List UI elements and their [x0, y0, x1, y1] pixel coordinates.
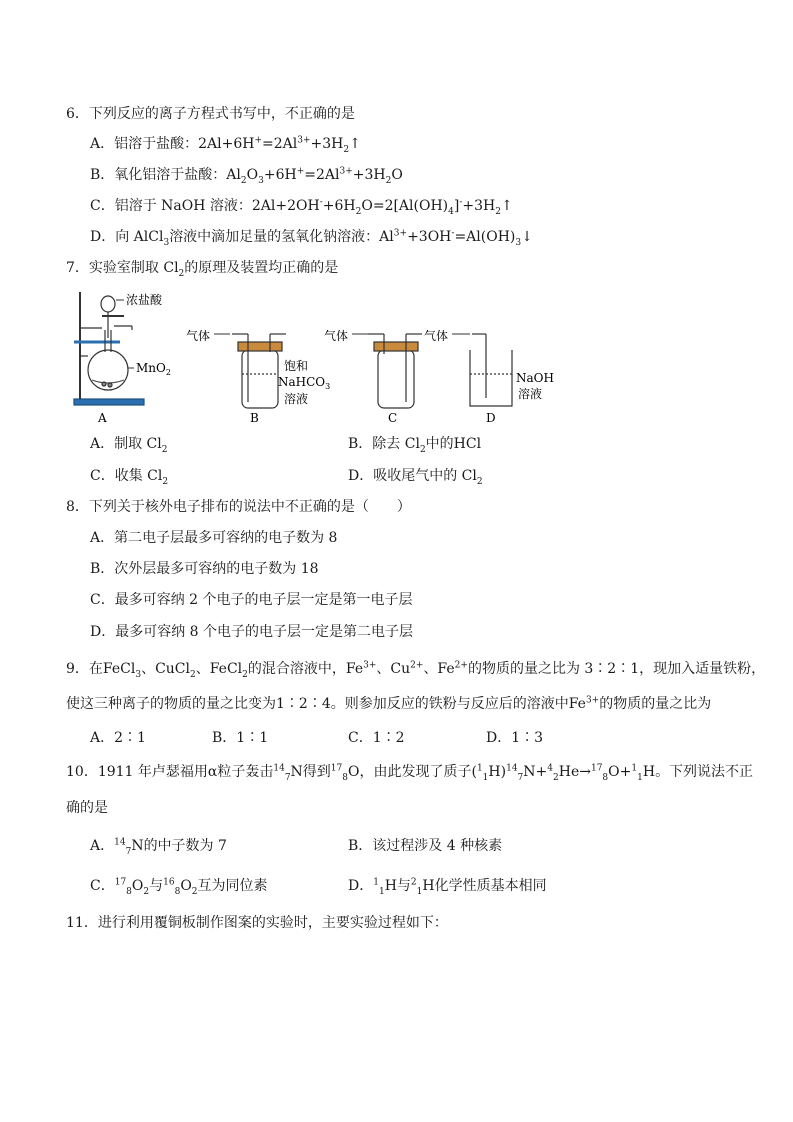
q10-option-b: B．该过程涉及 4 种核素	[348, 838, 503, 854]
q7-stem: 7．实验室制取 $Cl_2$的原理及装置均正确的是	[66, 260, 339, 279]
label-d: D	[486, 411, 496, 425]
q9-stem-line1: 9．在FeCl$_3$、CuCl$_2$、FeCl$_2$的混合溶液中，$Fe^{3+}$、$Cu^{2+}$、$Fe^{2+}$的物质的量之比为 3∶2∶1，现加入适量铁粉，	[66, 660, 766, 680]
apparatus-d	[470, 334, 512, 406]
q8-stem: 8．下列关于核外电子排布的说法中不正确的是（ ）	[66, 499, 411, 515]
q9-stem-line2: 使这三种离子的物质的量之比变为1∶2∶4。则参加反应的铁粉与反应后的溶液中$Fe^{3+}$的物质的量之比为	[66, 695, 712, 712]
q9-option-d: D．1∶3	[486, 730, 544, 746]
q10-stem-line1: 10．1911 年卢瑟福用α粒子轰击$^{14}_7$N得到$^{17}_8$O，由此发现了质子$(^1_1H)^{14}_7N+^4_2He\to^{17}_8O+^1_1H$。下列说法不正	[66, 763, 754, 783]
q10-option-d: D．$^1_1$H与$^2_1$H化学性质基本相同	[348, 877, 547, 897]
q7-option-c: C．收集 $Cl_2$	[90, 468, 169, 487]
q7-option-b: B．除去 $Cl_2$中的HCl	[348, 436, 482, 455]
q6-option-a: A．铝溶于盐酸：$2Al+6H^+=2Al^{3+}+3H_2↑$	[90, 135, 361, 155]
q10-option-c: C．$^{17}_8O_2$与$^{16}_8O_2$互为同位素	[90, 877, 268, 897]
q11-stem: 11．进行利用覆铜板制作图案的实验时，主要实验过程如下：	[66, 915, 448, 931]
label-b: B	[250, 411, 259, 425]
q8-option-b: B．次外层最多可容纳的电子数为 18	[90, 561, 319, 577]
q6-option-b: B．氧化铝溶于盐酸：$Al_2O_3+6H^+=2Al^{3+}+3H_2O$	[90, 166, 403, 186]
q9-option-a: A．2∶1	[90, 730, 146, 746]
apparatus-c	[368, 334, 422, 408]
label-nahco3: NaHCO$_3$	[278, 375, 331, 391]
q9-option-c: C．1∶2	[348, 730, 405, 746]
label-solution-b: 溶液	[284, 392, 309, 406]
label-solution-d: 溶液	[518, 387, 543, 401]
label-gas-d: 气体	[424, 329, 449, 343]
apparatus-figure	[72, 290, 592, 430]
q10-stem-line2: 确的是	[66, 800, 108, 816]
label-c: C	[388, 411, 398, 425]
label-mno2: MnO$_2$	[136, 361, 171, 377]
q6-option-d: D．向 AlCl$_3$溶液中滴加足量的氢氧化钠溶液：$Al^{3+}+3OH^-=Al(OH)_3↓$	[90, 228, 533, 248]
q7-option-d: D．吸收尾气中的 $Cl_2$	[348, 468, 483, 487]
apparatus-b	[232, 334, 286, 408]
q6-stem: 6．下列反应的离子方程式书写中，不正确的是	[66, 106, 355, 122]
q8-option-a: A．第二电子层最多可容纳的电子数为 8	[90, 530, 338, 546]
label-gas-b: 气体	[186, 329, 211, 343]
q8-option-c: C．最多可容纳 2 个电子的电子层一定是第一电子层	[90, 592, 413, 608]
q7-option-a: A．制取 $Cl_2$	[90, 436, 168, 455]
label-sat: 饱和	[284, 359, 309, 373]
q8-option-d: D．最多可容纳 8 个电子的电子层一定是第二电子层	[90, 624, 414, 640]
q9-option-b: B．1∶1	[212, 730, 269, 746]
label-conc-hcl: 浓盐酸	[126, 293, 163, 307]
apparatus-a	[74, 292, 144, 405]
label-naoh: NaOH	[516, 371, 554, 385]
q10-option-a: A．$^{14}_7$N的中子数为 7	[90, 837, 227, 857]
q6-option-c: C．铝溶于 NaOH 溶液：$2Al+2OH^-+6H_2O=2[Al(OH)_4]^-+3H_2↑$	[90, 197, 513, 217]
label-gas-c: 气体	[324, 329, 349, 343]
label-a: A	[98, 411, 107, 425]
